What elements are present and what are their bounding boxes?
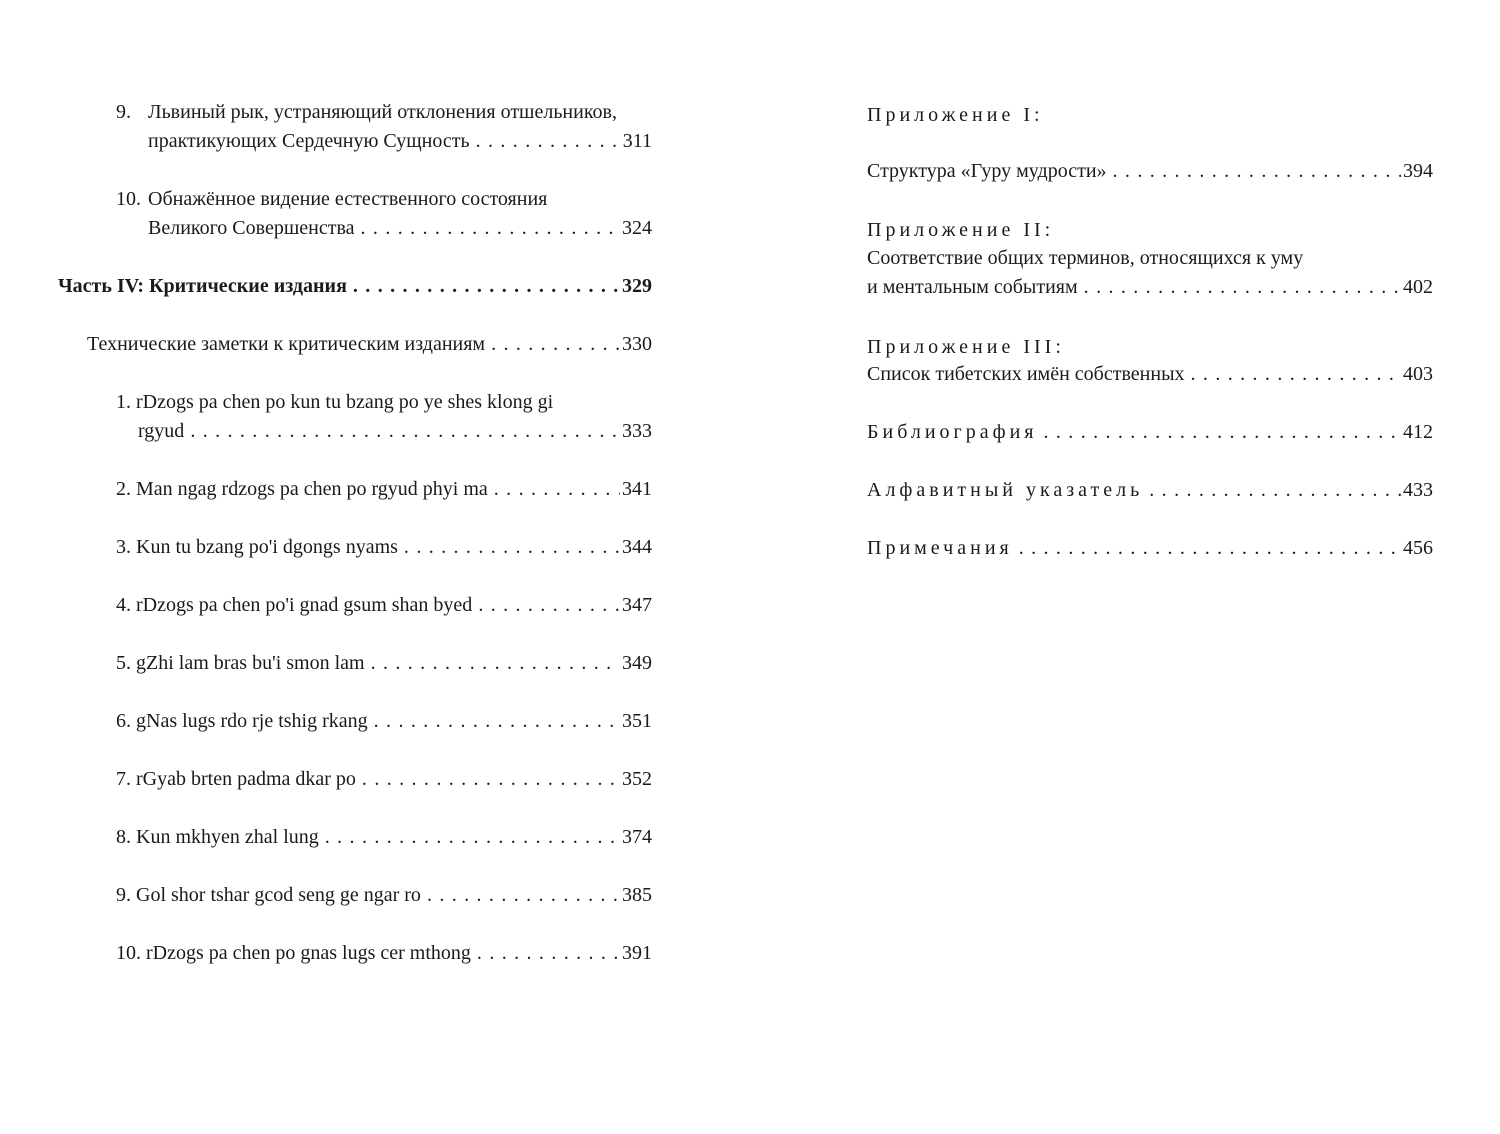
appendix-2-heading: Приложение II: — [867, 219, 1055, 241]
entry-title-line1: Львиный рык, устраняющий отклонения отшельников, — [148, 101, 617, 123]
toc-critical-3[interactable] — [116, 533, 652, 562]
dot-leader — [1084, 273, 1401, 302]
entry-title: 2. Man ngag rdzogs pa chen po rgyud phyi ma — [116, 478, 488, 500]
dot-leader — [374, 707, 620, 736]
dot-leader — [1044, 418, 1402, 447]
entry-title: 3. Kun tu bzang po'i dgongs nyams — [116, 536, 398, 558]
toc-critical-2[interactable] — [116, 475, 652, 504]
toc-critical-1[interactable] — [116, 388, 652, 446]
dot-leader — [362, 765, 620, 794]
toc-critical-9[interactable] — [116, 881, 652, 910]
toc-critical-6[interactable] — [116, 707, 652, 736]
dot-leader — [361, 214, 620, 243]
dot-leader — [404, 533, 620, 562]
page-number: 330 — [622, 333, 652, 355]
entry-title: Алфавитный указатель — [867, 479, 1144, 501]
dot-leader — [1019, 534, 1401, 563]
dot-leader — [353, 272, 620, 301]
entry-number: 1. — [116, 391, 131, 413]
page-number: 374 — [622, 826, 652, 848]
right-page — [750, 0, 1500, 1134]
entry-title-line1: Обнажённое видение естественного состояния — [148, 188, 548, 210]
page-number: 433 — [1403, 479, 1433, 501]
toc-critical-10[interactable] — [116, 939, 652, 968]
dot-leader — [1191, 360, 1401, 389]
entry-title-line1: Соответствие общих терминов, относящихся к уму — [867, 247, 1304, 269]
dot-leader — [477, 939, 620, 968]
page-number: 333 — [622, 420, 652, 442]
page-number: 391 — [622, 942, 652, 964]
dot-leader — [325, 823, 620, 852]
page-number: 394 — [1403, 160, 1433, 182]
toc-critical-8[interactable] — [116, 823, 652, 852]
dot-leader — [491, 330, 620, 359]
page-number: 311 — [622, 130, 652, 152]
dot-leader — [494, 475, 620, 504]
appendix-1-heading: Приложение I: — [867, 104, 1044, 126]
page-number: 344 — [622, 536, 652, 558]
entry-title: 6. gNas lugs rdo rje tshig rkang — [116, 710, 368, 732]
toc-technical-notes[interactable] — [87, 330, 652, 359]
dot-leader — [190, 417, 620, 446]
dot-leader — [476, 127, 621, 156]
toc-appendix-2[interactable] — [867, 244, 1433, 302]
entry-title: Список тибетских имён собственных — [867, 363, 1185, 385]
appendix-3-heading: Приложение III: — [867, 336, 1065, 358]
entry-title-line2: Великого Совершенства — [148, 217, 355, 239]
entry-title-line2: rgyud — [138, 420, 185, 442]
page-number: 385 — [622, 884, 652, 906]
toc-critical-5[interactable] — [116, 649, 652, 678]
page-number: 349 — [622, 652, 652, 674]
dot-leader — [1113, 157, 1401, 186]
toc-part-4[interactable] — [58, 272, 652, 301]
entry-number: 10. — [116, 188, 141, 210]
entry-number: 9. — [116, 101, 131, 123]
entry-title: Библиография — [867, 421, 1038, 443]
entry-title-line2: практикующих Сердечную Сущность — [148, 130, 470, 152]
toc-index[interactable] — [867, 476, 1433, 505]
entry-title: Технические заметки к критическим изданиям — [87, 333, 486, 355]
page-number: 352 — [622, 768, 652, 790]
entry-title: 9. Gol shor tshar gcod seng ge ngar ro — [116, 884, 421, 906]
page-number: 403 — [1403, 363, 1433, 385]
dot-leader — [371, 649, 620, 678]
toc-entry-9[interactable] — [116, 98, 652, 156]
entry-title: 5. gZhi lam bras bu'i smon lam — [116, 652, 365, 674]
toc-critical-4[interactable] — [116, 591, 652, 620]
page-number: 347 — [622, 594, 652, 616]
dot-leader — [478, 591, 620, 620]
dot-leader — [427, 881, 620, 910]
part-title: Часть IV: Критические издания — [58, 275, 347, 297]
entry-title: 4. rDzogs pa chen po'i gnad gsum shan byed — [116, 594, 473, 616]
toc-entry-10[interactable] — [116, 185, 652, 243]
page-number: 341 — [622, 478, 652, 500]
entry-title-line1: rDzogs pa chen po kun tu bzang po ye shes klong gi — [136, 391, 554, 413]
toc-notes[interactable] — [867, 534, 1433, 563]
page-number: 412 — [1403, 421, 1433, 443]
entry-title: 8. Kun mkhyen zhal lung — [116, 826, 319, 848]
page-number: 324 — [622, 217, 652, 239]
toc-appendix-1[interactable] — [867, 157, 1433, 186]
page-number: 402 — [1403, 276, 1433, 298]
page-number: 456 — [1403, 537, 1433, 559]
toc-bibliography[interactable] — [867, 418, 1433, 447]
entry-title: Примечания — [867, 537, 1013, 559]
toc-appendix-3[interactable] — [867, 360, 1433, 389]
entry-title: 10. rDzogs pa chen po gnas lugs cer mthong — [116, 942, 471, 964]
entry-title: Структура «Гуру мудрости» — [867, 160, 1107, 182]
entry-title: 7. rGyab brten padma dkar po — [116, 768, 356, 790]
dot-leader — [1149, 476, 1401, 505]
entry-title-line2: и ментальным событиям — [867, 276, 1078, 298]
page-number: 329 — [622, 275, 652, 297]
page-number: 351 — [622, 710, 652, 732]
toc-critical-7[interactable] — [116, 765, 652, 794]
